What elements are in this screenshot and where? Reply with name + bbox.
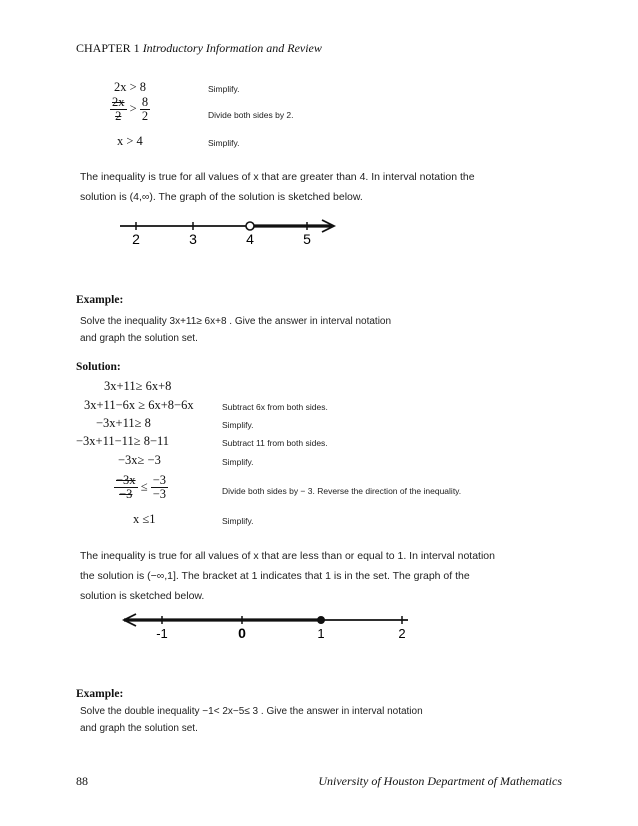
example-1-line-2: and graph the solution set.	[80, 333, 198, 344]
step-2-op: >	[129, 101, 137, 116]
solution-step-6-math	[114, 474, 168, 501]
step-3-math: x > 4	[117, 134, 143, 148]
example-2-problem	[80, 703, 423, 737]
step-2-lhs-num: 2x	[112, 95, 125, 109]
number-line-2-label: 0	[238, 625, 246, 641]
example-2-line-1: Solve the double inequality −1< 2x−5≤ 3 . Give the answer in interval notation	[80, 706, 423, 717]
example-2-label: Example:	[76, 688, 124, 700]
paragraph-1	[80, 167, 475, 207]
solution-step-6-note: Divide both sides by − 3. Reverse the direction of the inequality.	[222, 486, 462, 496]
number-line-2	[118, 608, 418, 644]
example-1-label: Example:	[76, 294, 124, 306]
solution-step-5-math: −3x≥ −3	[118, 453, 161, 467]
solution-step-1-math: 3x+11≥ 6x+8	[104, 379, 172, 393]
chapter-label: CHAPTER 1	[76, 41, 140, 55]
solution-step-5-note: Simplify.	[222, 457, 254, 467]
solution-step-4-math: −3x+11−11≥ 8−11	[76, 434, 170, 448]
number-line-2-closed-point	[318, 617, 325, 624]
number-line-1-label: 3	[189, 231, 197, 247]
number-line-1-label: 5	[303, 231, 311, 247]
paragraph-2	[80, 546, 495, 606]
number-line-1-open-point	[246, 222, 254, 230]
footer-institution: University of Houston Department of Mathematics	[318, 774, 562, 788]
number-line-2-label: 2	[398, 626, 406, 641]
solution-step-6-lhs-num: −3x	[116, 473, 136, 487]
number-line-2-label: -1	[156, 626, 168, 641]
example-1-problem	[80, 313, 391, 347]
solution-step-6-rhs-den: −3	[152, 487, 166, 501]
solution-step-3-note: Simplify.	[222, 420, 254, 430]
step-2-rhs-num: 8	[141, 95, 149, 109]
step-1-math: 2x > 8	[114, 80, 147, 94]
number-line-1	[110, 212, 350, 248]
solution-step-4-note: Subtract 11 from both sides.	[222, 438, 328, 448]
solution-step-7-note: Simplify.	[222, 516, 254, 526]
solution-step-6-lhs-den: −3	[119, 487, 133, 501]
step-1-note: Simplify.	[208, 84, 240, 94]
paragraph-2-line-3: solution is sketched below.	[80, 590, 205, 602]
solution-step-6-op: ≤	[140, 479, 148, 494]
step-2-math	[110, 96, 150, 123]
solution-1-label: Solution:	[76, 361, 121, 373]
solution-step-2-note: Subtract 6x from both sides.	[222, 402, 328, 412]
number-line-1-label: 2	[132, 231, 140, 247]
solution-step-3-math: −3x+11≥ 8	[96, 416, 151, 430]
paragraph-2-line-1: The inequality is true for all values of x that are less than or equal to 1. In interval notation	[80, 550, 495, 562]
page-number: 88	[76, 774, 88, 788]
step-2-lhs-den: 2	[115, 109, 122, 123]
solution-step-6-rhs-num: −3	[152, 473, 166, 487]
solution-step-7-math: x ≤1	[133, 512, 156, 526]
paragraph-2-line-2: the solution is (−∞,1]. The bracket at 1 indicates that 1 is in the set. The graph of the	[80, 570, 470, 582]
step-3-note: Simplify.	[208, 138, 240, 148]
number-line-1-label: 4	[246, 231, 254, 247]
chapter-title: Introductory Information and Review	[142, 41, 322, 55]
example-2-line-2: and graph the solution set.	[80, 723, 198, 734]
example-1-line-1: Solve the inequality 3x+11≥ 6x+8 . Give the answer in interval notation	[80, 316, 392, 327]
paragraph-1-line-2: solution is (4,∞). The graph of the solution is sketched below.	[80, 191, 363, 203]
paragraph-1-line-1: The inequality is true for all values of x that are greater than 4. In interval notation the	[80, 171, 475, 183]
number-line-2-label: 1	[317, 626, 325, 641]
solution-step-2-math: 3x+11−6x ≥ 6x+8−6x	[84, 398, 194, 412]
step-2-note: Divide both sides by 2.	[208, 110, 294, 120]
page-header	[76, 41, 322, 56]
step-2-rhs-den: 2	[141, 109, 149, 123]
